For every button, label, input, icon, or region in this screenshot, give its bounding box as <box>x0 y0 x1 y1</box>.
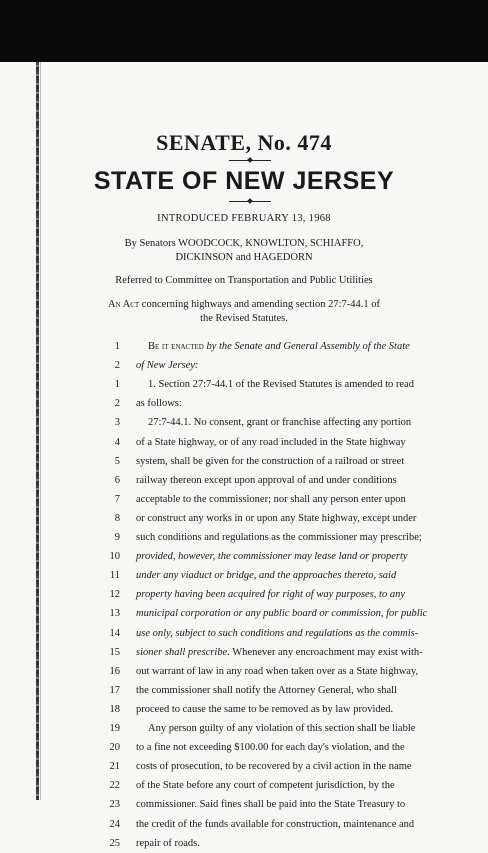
line-text-segment: use only, subject to such conditions and regulations as the commis- <box>136 627 419 639</box>
line-number: 11 <box>109 570 120 582</box>
line-text-segment: commissioner. Said fines shall be paid into the State Treasury to <box>136 799 406 811</box>
bill-line <box>0 738 488 757</box>
line-text-segment: system, shall be given for the construction of a railroad or street <box>136 455 405 467</box>
bill-line <box>0 509 488 528</box>
state-title: STATE OF NEW JERSEY <box>93 167 395 195</box>
line-number: 6 <box>114 474 120 486</box>
line-text-segment: Be it enacted <box>148 341 204 352</box>
bill-line <box>0 490 488 509</box>
line-number: 15 <box>109 646 120 658</box>
line-text-segment: acceptable to the commissioner; nor shall any person enter upon <box>136 493 406 505</box>
line-text <box>136 624 419 643</box>
bill-line <box>0 757 488 776</box>
bill-line <box>0 547 488 566</box>
line-text-segment: municipal corporation or any public board or commission, for public <box>136 608 428 620</box>
line-number: 12 <box>109 589 120 601</box>
line-text-segment: provided, however, the commissioner may lease land or property <box>136 551 408 563</box>
line-text <box>136 681 397 700</box>
line-number: 20 <box>109 742 120 754</box>
bill-line <box>0 700 488 719</box>
bill-line <box>0 356 488 375</box>
line-text <box>136 834 392 853</box>
line-text-segment: of the State before any court of competent jurisdiction, by the <box>136 780 395 792</box>
line-text <box>136 815 415 834</box>
divider-ornament-top <box>229 160 271 161</box>
line-number: 22 <box>109 780 120 792</box>
line-text <box>136 509 417 528</box>
line-number: 14 <box>109 627 120 639</box>
line-number: 9 <box>114 532 120 543</box>
line-number: 1 <box>114 341 120 352</box>
line-text <box>136 356 392 375</box>
divider-ornament-bottom <box>229 201 271 202</box>
bill-line <box>0 662 488 681</box>
line-text <box>136 394 392 413</box>
bill-line <box>0 413 488 432</box>
line-text-segment: by the Senate and General Assembly of the State <box>203 341 410 352</box>
line-number: 10 <box>109 551 120 563</box>
line-text-segment: repair of roads. <box>136 837 200 849</box>
line-text-segment: Whenever any encroachment may exist with- <box>229 646 423 658</box>
line-text <box>136 643 423 662</box>
line-text <box>136 757 412 776</box>
line-text <box>136 738 405 757</box>
line-text-segment: the credit of the funds available for construction, maintenance and <box>136 818 415 830</box>
bill-line <box>0 566 488 585</box>
bill-line <box>0 471 488 490</box>
line-text-segment: 1. Section 27:7-44.1 of the Revised Statutes is amended to read <box>148 379 414 391</box>
line-text <box>136 433 406 452</box>
bill-line <box>0 337 488 356</box>
committee-referral: Referred to Committee on Transportation and Public Utilities <box>115 275 373 286</box>
bill-line <box>0 452 488 471</box>
line-text-segment: such conditions and regulations as the commissioner may prescribe; <box>136 532 422 543</box>
line-number: 21 <box>109 761 120 773</box>
bill-line <box>0 643 488 662</box>
line-number: 18 <box>109 703 120 715</box>
bill-number: SENATE, No. 474 <box>156 130 332 155</box>
line-number: 2 <box>114 360 120 372</box>
bill-line <box>0 375 488 394</box>
line-text-segment: costs of prosecution, to be recovered by a civil action in the name <box>136 761 412 773</box>
line-text <box>136 528 422 547</box>
line-text-segment: under any viaduct or bridge, and the approaches thereto, said <box>136 570 397 582</box>
line-number: 17 <box>109 684 120 696</box>
line-text <box>136 776 395 795</box>
line-text-segment: sioner shall prescribe. <box>136 646 230 658</box>
line-text-segment: Any person guilty of any violation of this section shall be liable <box>148 723 416 734</box>
line-text-segment: or construct any works in or upon any State highway, except under <box>136 512 417 524</box>
line-text <box>136 452 405 471</box>
line-text-segment: the commissioner shall notify the Attorney General, who shall <box>136 684 397 696</box>
bill-line <box>0 528 488 547</box>
line-number: 25 <box>109 837 120 849</box>
line-number: 19 <box>109 723 120 734</box>
line-number: 7 <box>114 493 120 505</box>
line-text-segment: proceed to cause the same to be removed as by law provided. <box>136 703 394 715</box>
line-number: 24 <box>109 818 120 830</box>
line-text <box>148 337 410 356</box>
bill-line <box>0 433 488 452</box>
bill-line <box>0 795 488 814</box>
line-number: 23 <box>109 799 120 811</box>
line-text-segment: railway thereon except upon approval of and under conditions <box>136 474 397 486</box>
line-text <box>136 547 408 566</box>
line-text <box>136 490 406 509</box>
line-number: 13 <box>109 608 120 620</box>
line-text <box>136 795 406 814</box>
line-text <box>148 375 414 394</box>
line-text-segment: to a fine not exceeding $100.00 for each day's violation, and the <box>136 742 405 754</box>
act-title-line-1: concerning highways and amending section 27:7-44.1 of <box>139 299 381 310</box>
bill-line <box>0 624 488 643</box>
bill-line <box>0 815 488 834</box>
line-number: 5 <box>114 455 120 467</box>
line-number: 8 <box>114 512 120 524</box>
line-text-segment: 27:7-44.1. No consent, grant or franchise affecting any portion <box>148 417 412 429</box>
line-text-segment: property having been acquired for right of way purposes, to any <box>136 589 405 601</box>
scan-top-shadow <box>0 0 488 62</box>
line-number: 1 <box>114 379 120 391</box>
sponsors-line-2: DICKINSON and HAGEDORN <box>175 252 313 263</box>
line-text-segment: out warrant of law in any road when taken over as a State highway, <box>136 665 419 677</box>
bill-line <box>0 604 488 623</box>
line-text <box>136 604 428 623</box>
line-text-segment: of a State highway, or of any road included in the State highway <box>136 436 406 448</box>
line-text-segment: as follows: <box>136 398 182 410</box>
sponsors <box>0 237 488 265</box>
bill-line <box>0 585 488 604</box>
bill-line <box>0 394 488 413</box>
line-number: 4 <box>114 436 120 448</box>
line-text <box>136 700 392 719</box>
introduced-date: INTRODUCED FEBRUARY 13, 1968 <box>157 213 331 224</box>
line-text <box>136 471 397 490</box>
line-text <box>136 662 419 681</box>
line-text-segment: of New Jersey: <box>136 360 199 372</box>
line-text <box>136 566 397 585</box>
act-title-line-2: the Revised Statutes. <box>200 313 288 324</box>
act-title <box>0 298 488 326</box>
bill-line <box>0 776 488 795</box>
line-text <box>148 413 412 432</box>
bill-line <box>0 719 488 738</box>
line-text <box>148 719 416 738</box>
sponsors-line-1: By Senators WOODCOCK, KNOWLTON, SCHIAFFO, <box>124 238 364 249</box>
line-number: 2 <box>114 398 120 410</box>
bill-line <box>0 834 488 853</box>
act-lead: An Act <box>107 299 140 310</box>
line-number: 16 <box>109 665 120 677</box>
bill-line <box>0 681 488 700</box>
line-number: 3 <box>114 417 120 429</box>
line-text <box>136 585 405 604</box>
